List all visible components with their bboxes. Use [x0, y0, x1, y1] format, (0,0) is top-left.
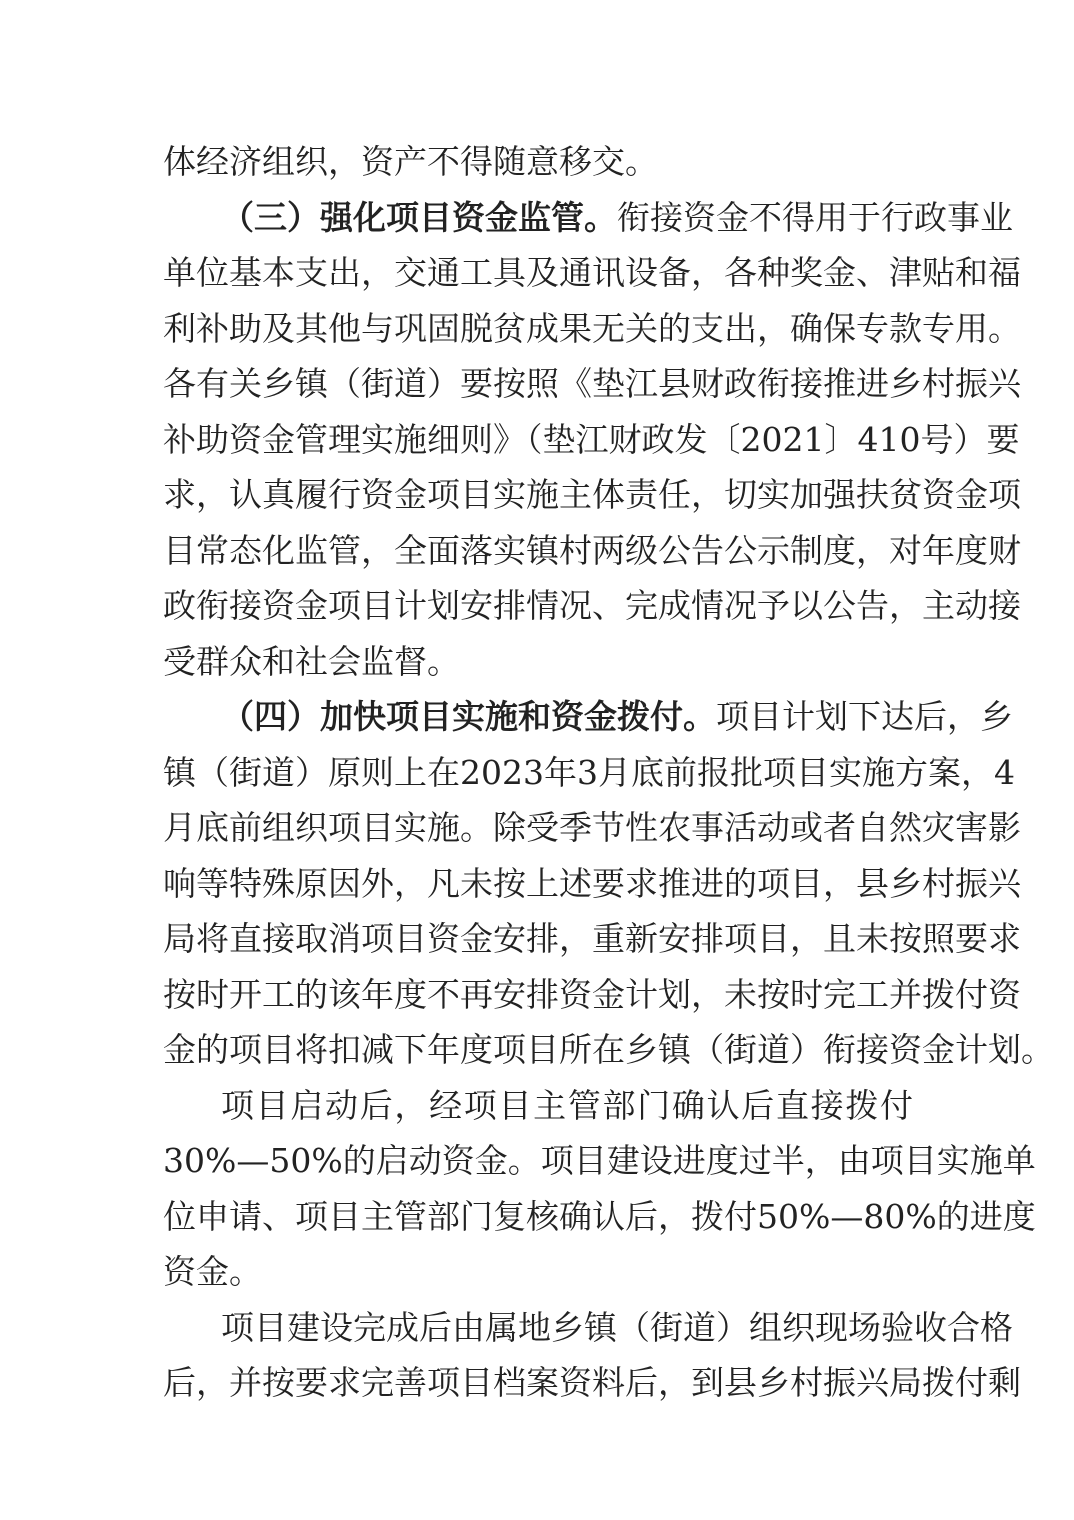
text-line: 资金。 [163, 1252, 262, 1291]
text-line: （四）加快项目实施和资金拨付。项目计划下达后，乡 [221, 697, 1013, 736]
text-line: 体经济组织，资产不得随意移交。 [163, 142, 658, 181]
text-line: 目常态化监管，全面落实镇村两级公告公示制度，对年度财 [163, 530, 1021, 570]
text-line: （三）强化项目资金监管。衔接资金不得用于行政事业 [221, 197, 1013, 237]
text-line: 政衔接资金项目计划安排情况、完成情况予以公告，主动接 [163, 586, 1021, 625]
text-line: 后，并按要求完善项目档案资料后，到县乡村振兴局拨付剩 [163, 1363, 1021, 1402]
text-line: 受群众和社会监督。 [163, 641, 460, 681]
text-line: 补助资金管理实施细则》（垫江财政发〔2021〕410号）要 [163, 419, 1020, 459]
text-line: 局将直接取消项目资金安排，重新安排项目，且未按照要求 [163, 919, 1021, 958]
text-line: 各有关乡镇（街道）要按照《垫江县财政衔接推进乡村振兴 [163, 364, 1021, 403]
text-line: 单位基本支出，交通工具及通讯设备，各种奖金、津贴和福 [163, 253, 1021, 292]
text-line: 月底前组织项目实施。除受季节性农事活动或者自然灾害影 [163, 808, 1021, 847]
text-line: 项目建设完成后由属地乡镇（街道）组织现场验收合格 [221, 1307, 1013, 1347]
text-line: 利补助及其他与巩固脱贫成果无关的支出，确保专款专用。 [163, 308, 1021, 348]
document-body [163, 134, 1054, 1411]
text-line: 按时开工的该年度不再安排资金计划，未按时完工并拨付资 [163, 974, 1021, 1014]
section-heading: （四）加快项目实施和资金拨付。 [221, 697, 716, 736]
text-line: 位申请、项目主管部门复核确认后，拨付50%—80%的进度 [163, 1196, 1036, 1236]
text-line: 求，认真履行资金项目实施主体责任，切实加强扶贫资金项 [163, 475, 1021, 514]
text-line: 金的项目将扣减下年度项目所在乡镇（街道）衔接资金计划。 [163, 1030, 1054, 1069]
text-line: 镇（街道）原则上在2023年3月底前报批项目实施方案，4 [163, 752, 1015, 792]
text-line: 项目启动后，经项目主管部门确认后直接拨付 [221, 1085, 913, 1125]
text-line: 响等特殊原因外，凡未按上述要求推进的项目，县乡村振兴 [163, 863, 1021, 903]
text-line: 30%—50%的启动资金。项目建设进度过半，由项目实施单 [163, 1141, 1036, 1180]
section-heading: （三）强化项目资金监管。 [221, 197, 617, 237]
